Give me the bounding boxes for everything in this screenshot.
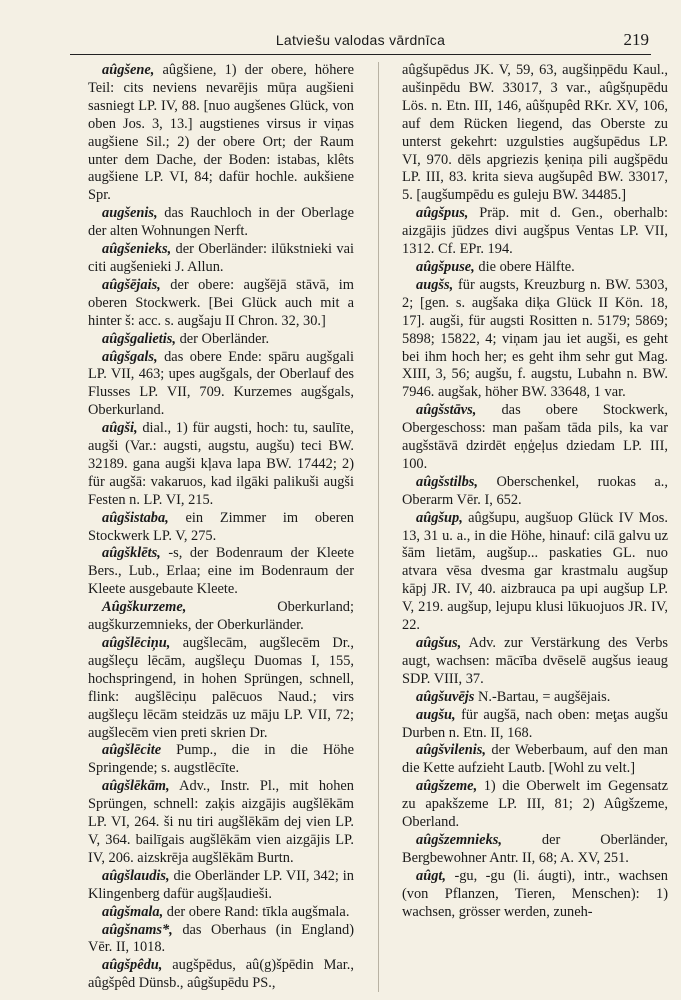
dictionary-entry: [402, 778, 668, 832]
entry-headword: aûgšene,: [102, 62, 155, 78]
dictionary-entry: [88, 635, 354, 742]
dictionary-entry: [402, 277, 668, 402]
left-column: [88, 62, 354, 992]
dictionary-entry: [88, 922, 354, 958]
entry-headword: aûgšlēkām,: [102, 778, 170, 795]
entry-definition: die Oberländer LP. VII, 342; in Klingenberg dafür augšļaudieši.: [88, 867, 354, 902]
dictionary-entry: [402, 205, 668, 259]
entry-definition: das Oberhaus (in England) Vēr. II, 1018.: [88, 921, 354, 956]
entry-definition: Adv. zur Verstärkung des Verbs augt, wachsen: mācība dvēselē augšus ieaug SDP. VIII, 37.: [402, 635, 668, 687]
page-header: [70, 30, 651, 55]
dictionary-entry: [88, 420, 354, 510]
dictionary-entry: [402, 510, 668, 635]
entry-definition: der Oberländer: ilūkstnieki vai citi augšenieki J. Allun.: [88, 241, 354, 275]
entry-headword: aûgšzeme,: [416, 778, 478, 795]
dictionary-entry: [402, 62, 668, 205]
entry-definition: aûgšiene, 1) der obere, höhere Teil: cits neviens nevarējis mūŗa augšieni sasniegt LP. IV, 88. [nuo augšenes Glück, von oben Jos. 3, 13.] augstienes virsus ir viņas augšiene Sil.; 2) der obere Ort; der Raum unter dem Dache, der Boden: istabas, klêts augšiene LP. VI, 84; dafür hochle. aukšiene Spr.: [88, 62, 354, 204]
entry-definition: für augšā, nach oben: meţas augšu Durben n. Etn. II, 168.: [402, 706, 668, 741]
dictionary-entry: [88, 545, 354, 599]
entry-definition: Pump., die in die Höhe Springende; s. augstlēcīte.: [88, 742, 354, 777]
dictionary-entry: [402, 742, 668, 778]
entry-headword: aûgšgalietis,: [102, 330, 176, 347]
entry-definition: Oberkurland; augškurzemnieks, der Oberkurländer.: [88, 599, 354, 634]
dictionary-entry: [88, 331, 354, 349]
dictionary-entry: [88, 904, 354, 922]
entry-headword: aûgšuvējs: [416, 688, 475, 705]
entry-definition: N.-Bartau, = augšējais.: [477, 688, 611, 705]
entry-headword: aûgšmala,: [102, 903, 164, 920]
entry-definition: 1) die Oberwelt im Gegensatz zu apakšzeme LP. III, 81; 2) Aûgšzeme, Oberland.: [402, 778, 668, 831]
entry-headword: aûgšzemnieks,: [416, 831, 502, 848]
dictionary-entry: [88, 241, 354, 277]
entry-definition: die obere Hälfte.: [478, 258, 575, 275]
dictionary-entry: [402, 635, 668, 689]
dictionary-entry: [88, 778, 354, 868]
entry-definition: Adv., Instr. Pl., mit hohen Sprüngen, schnell: zaķis aizgājis augšlēkām LP. VI, 264. ši nu tiri augšlēkām dej vien LP. V, 364. bailīgais augšlēkām vien aizgājis LP. IV, 206. aizskrēja augšlēkām Burtn.: [88, 778, 354, 866]
entry-headword: aûgšlēciņu,: [102, 635, 171, 651]
dictionary-entry: [402, 868, 668, 922]
dictionary-entry: [402, 259, 668, 277]
entry-headword: aûgšlaudis,: [102, 867, 170, 884]
entry-definition: das obere Ende: spāru augšgali LP. VII, 463; upes augšgals, der Oberlauf des Flusses LP. VII, 709. Kurzemes augšgals, Oberkurland.: [88, 348, 354, 419]
entry-definition: der Oberländer, Bergbewohner Antr. II, 68; A. XV, 251.: [402, 831, 668, 866]
dictionary-entry: [88, 349, 354, 421]
entry-headword: augšenis,: [102, 205, 158, 222]
dictionary-entry: [88, 599, 354, 635]
entry-definition: aûgšupu, augšuop Glück IV Mos. 13, 31 u. a., in die Höhe, hinauf: cilā galvu uz šām lietām, augšup... paskaties GL. nuo atvara vēsa dvesma gar krastmalu augšup kāpj JR. IV, 40. aizbrauca pa upi augšup LP. V, 219. augšup, lejupu klusi lūkuojuos JR. IV, 22.: [402, 509, 668, 634]
entry-definition: augšpēdus, aû(g)špēdin Mar., aûgšpêd Dünsb., aûgšupēdu PS.,: [88, 957, 354, 992]
dictionary-entry: [88, 742, 354, 778]
column-divider: [378, 62, 379, 992]
entry-definition: augšlecām, augšlecēm Dr., augšleçu lēcām, augšleçu Duomas I, 155, hochspringend, in hohen Sprüngen, schnell, flink: augšlēciņu palēcuos Naud.; virs augšleçu lēcām steidzās uz māju LP. VII, 72; augšlecēm vien preti skrien Dr.: [88, 635, 354, 741]
entry-definition: Präp. mit d. Gen., oberhalb: aizgājis jūdzes divi augšpus Ventas LP. VII, 1312. Cf. EPr. 194.: [402, 205, 668, 258]
entry-headword: augšs,: [416, 276, 454, 293]
dictionary-entry: [88, 205, 354, 241]
entry-headword: aûgšlēcite: [102, 742, 162, 759]
dictionary-entry: [88, 957, 354, 992]
entry-headword: augšu,: [416, 706, 456, 723]
entry-headword: aûgt,: [416, 867, 446, 884]
entry-headword: aûgšpus,: [416, 205, 469, 222]
entry-definition: der obere Rand: tīkla augšmala.: [166, 903, 350, 920]
entry-definition: Oberschenkel, ruokas a., Oberarm Vēr. I, 652.: [402, 473, 668, 508]
entry-definition: dial., 1) für augsti, hoch: tu, saulīte, augši (Var.: augsti, augstu, augšu) teci BW. 32189. gana augši kļava lapa BW. 17442; 2) für augšā: vakaruos, kad ilgāki palikuši augši Festen n. LP. VI, 215.: [88, 420, 354, 508]
entry-headword: aûgšstilbs,: [416, 473, 478, 490]
entry-headword: aûgšklēts,: [102, 545, 161, 562]
entry-headword: aûgšenieks,: [102, 241, 172, 258]
dictionary-entry: [88, 510, 354, 546]
right-column: [402, 62, 668, 992]
entry-definition: aûgšupēdus JK. V, 59, 63, augšiņpēdu Kaul., aušinpēdu BW. 33017, 3 var., aûgšņupēdu Lös. n. Etn. III, 146, aûšņupêd RKr. XV, 106, auf dem Rücken liegend, das Oberste zu unterst gekehrt: uzgulsties augšupēdus LP. VI, 970. dēls apgriezis ķeniņa pili augšpēdu LP. III, 83. krita sieva augšupêd BW. 33017, 5. [augšumpēdu es guleju BW. 34485.]: [402, 62, 668, 204]
entry-headword: Aûgškurzeme,: [102, 599, 187, 616]
running-title: Latviešu valodas vārdnīca: [275, 32, 446, 48]
entry-definition: -s, der Bodenraum der Kleete Bers., Lub., Erlaa; eine im Bodenraum der Kleete ausgebaute Kleete.: [88, 545, 354, 598]
entry-definition: das obere Stockwerk, Obergeschoss: man pašam tāda pils, ka var augšstāvā dzirdēt eņģeļus dziedam LP. III, 100.: [402, 402, 668, 472]
entry-definition: der Oberländer.: [179, 330, 270, 347]
entry-headword: aûgšpuse,: [416, 258, 475, 275]
entry-headword: aûgšus,: [416, 635, 462, 651]
dictionary-entry: [88, 868, 354, 904]
dictionary-entry: [402, 402, 668, 474]
entry-headword: aûgšnams*,: [102, 921, 173, 938]
entry-definition: das Rauchloch in der Oberlage der alten Wohnungen Nerft.: [88, 205, 354, 240]
entry-definition: für augsts, Kreuzburg n. BW. 5303, 2; [gen. s. augšaka diķa Glück II Kön. 18, 17]. augši, für augsti Rositten n. 5179; 5869; 5898; 15822, 4; viņam jau iet augši, es geht bei ihm hoch her; es geht ihm sehr gut Mag. XIII, 3, 56; augšu, f. augstu, Lubahn n. BW. 7946. augšak, höher BW. 33648, 1 var.: [402, 276, 668, 401]
entry-headword: aûgšpêdu,: [102, 957, 163, 974]
dictionary-entry: [402, 474, 668, 510]
entry-definition: der obere: augšējā stāvā, im oberen Stockwerk. [Bei Glück auch mit a hinter š: acc. s. augšaju II Chron. 32, 30.]: [88, 276, 354, 329]
dictionary-entry: [402, 832, 668, 868]
entry-headword: aûgšistaba,: [102, 509, 169, 526]
entry-definition: der Weberbaum, auf den man die Kette aufzieht Lautb. [Wohl zu velt.]: [402, 742, 668, 777]
dictionary-entry: [88, 62, 354, 205]
page-number: 219: [623, 30, 649, 49]
dictionary-entry: [402, 707, 668, 743]
dictionary-columns: [88, 62, 668, 992]
dictionary-entry: [402, 689, 668, 707]
entry-headword: aûgšstāvs,: [416, 402, 477, 419]
entry-definition: ein Zimmer im oberen Stockwerk LP. V, 275.: [88, 509, 354, 544]
entry-headword: aûgšup,: [416, 509, 463, 526]
entry-headword: aûgšvilenis,: [416, 742, 486, 759]
entry-headword: aûgšējais,: [102, 276, 161, 293]
dictionary-entry: [88, 277, 354, 331]
entry-headword: aûgši,: [102, 420, 138, 437]
entry-headword: aûgšgals,: [102, 348, 158, 365]
entry-definition: -gu, -gu (li. áugti), intr., wachsen (von Pflanzen, Tieren, Menschen): 1) wachsen, grösser werden, zuneh-: [402, 867, 668, 920]
